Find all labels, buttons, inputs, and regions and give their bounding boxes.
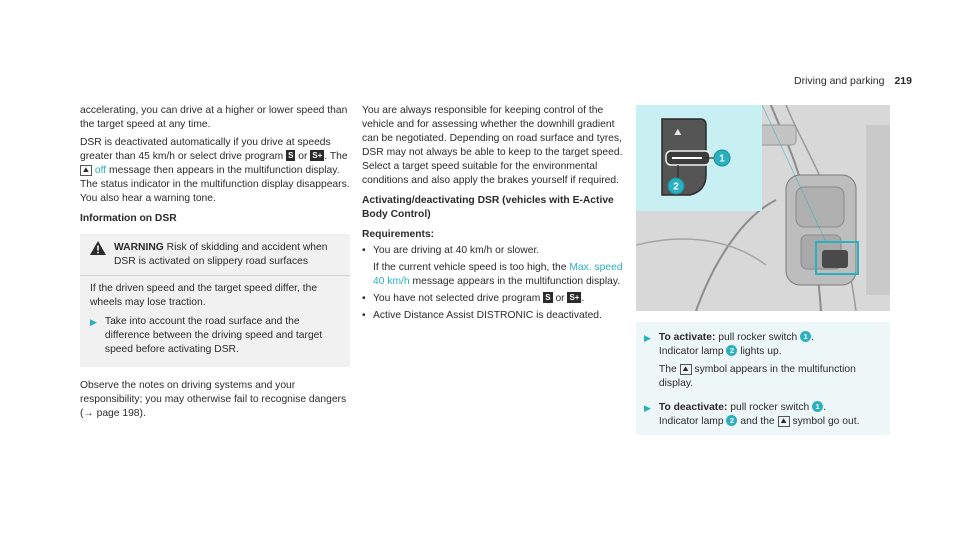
callout-2: 2 xyxy=(673,181,679,193)
column-middle xyxy=(362,104,630,326)
dsr-symbol-icon: ⛰ xyxy=(80,165,92,176)
step-arrow-icon: ▶ xyxy=(644,403,651,413)
warning-label: WARNING xyxy=(114,242,164,253)
callout-1-icon: 1 xyxy=(800,331,811,342)
drive-program-s-plus-icon: S+ xyxy=(312,151,323,160)
max-speed-message: Max. speed 40 km/h xyxy=(373,262,623,287)
list-item: • You have not selected drive program S or S+ . xyxy=(362,292,630,306)
list-item: • You are driving at 40 km/h or slower. xyxy=(362,244,630,258)
list-item-note: If the current vehicle speed is too high, the Max. speed 40 km/h message appears in the multifunction display. xyxy=(373,262,623,287)
paragraph: You are always responsible for keeping control of the vehicle and for assessing whether the downhill gradient can be negotiated. Depending on road surface and tyres, DSR may not always be able to keep to the target speed. Select a target speed suitable for the environmental conditions and also apply the brakes yourself if required. xyxy=(362,105,623,186)
warning-text: Risk of skidding and accident when DSR is activated on slippery road surfaces xyxy=(114,242,328,267)
paragraph-dsr-deactivation: DSR is deactivated automatically if you drive at speeds greater than 45 km/h or select drive program S or S+ . The ⛰ off message then appears in the multifunction display. The status indicator in the multifunction display disappears. You also hear a warning tone. xyxy=(80,137,350,204)
column-left xyxy=(80,104,350,425)
callout-1-icon: 1 xyxy=(812,401,823,412)
section-heading: Activating/deactivating DSR (vehicles with E-Active Body Control) xyxy=(362,195,614,220)
dsr-symbol-icon: ⛰ xyxy=(778,416,790,427)
page-header xyxy=(750,74,912,88)
step-deactivate: ▶ To deactivate: pull rocker switch 1 . Indicator lamp 2 and the ⛰ symbol go out. xyxy=(644,402,860,427)
page-number: 219 xyxy=(894,75,912,87)
warning-triangle-icon xyxy=(90,241,106,255)
warning-step: ▶ Take into account the road surface and the difference between the driving speed and target speed before activating DSR. xyxy=(90,316,323,355)
section-title: Driving and parking xyxy=(794,75,885,87)
divider xyxy=(80,275,350,276)
svg-text:⛰: ⛰ xyxy=(674,127,682,137)
step-activate: ▶ To activate: pull rocker switch 1 . Indicator lamp 2 lights up. The ⛰ symbol appears in the multifunction display. xyxy=(644,332,856,389)
section-heading: Information on DSR xyxy=(80,213,177,224)
warning-box xyxy=(80,234,350,367)
dsr-switch-figure xyxy=(636,105,890,311)
list-item: • Active Distance Assist DISTRONIC is deactivated. xyxy=(362,309,630,323)
step-arrow-icon: ▶ xyxy=(90,317,97,327)
step-arrow-icon: ▶ xyxy=(644,333,651,343)
procedure-steps xyxy=(636,322,890,435)
note-paragraph: Observe the notes on driving systems and your responsibility; you may otherwise fail to recognise dangers (→ page 198). xyxy=(80,380,347,419)
callout-2-icon: 2 xyxy=(726,345,737,356)
drive-program-s-icon: S xyxy=(288,151,294,160)
drive-program-s-plus-icon: S+ xyxy=(569,293,580,302)
vehicle-console-illustration xyxy=(636,105,890,311)
paragraph: accelerating, you can drive at a higher or lower speed than the target speed at any time. xyxy=(80,105,348,130)
requirements-list xyxy=(362,244,630,258)
callout-1: 1 xyxy=(719,153,725,165)
requirements-label: Requirements: xyxy=(362,229,435,240)
drive-program-s-icon: S xyxy=(545,293,551,302)
dsr-symbol-icon: ⛰ xyxy=(680,364,692,375)
warning-body: If the driven speed and the target speed differ, the wheels may lose traction. xyxy=(90,283,318,308)
off-message: off xyxy=(94,165,107,176)
callout-2-icon: 2 xyxy=(726,415,737,426)
